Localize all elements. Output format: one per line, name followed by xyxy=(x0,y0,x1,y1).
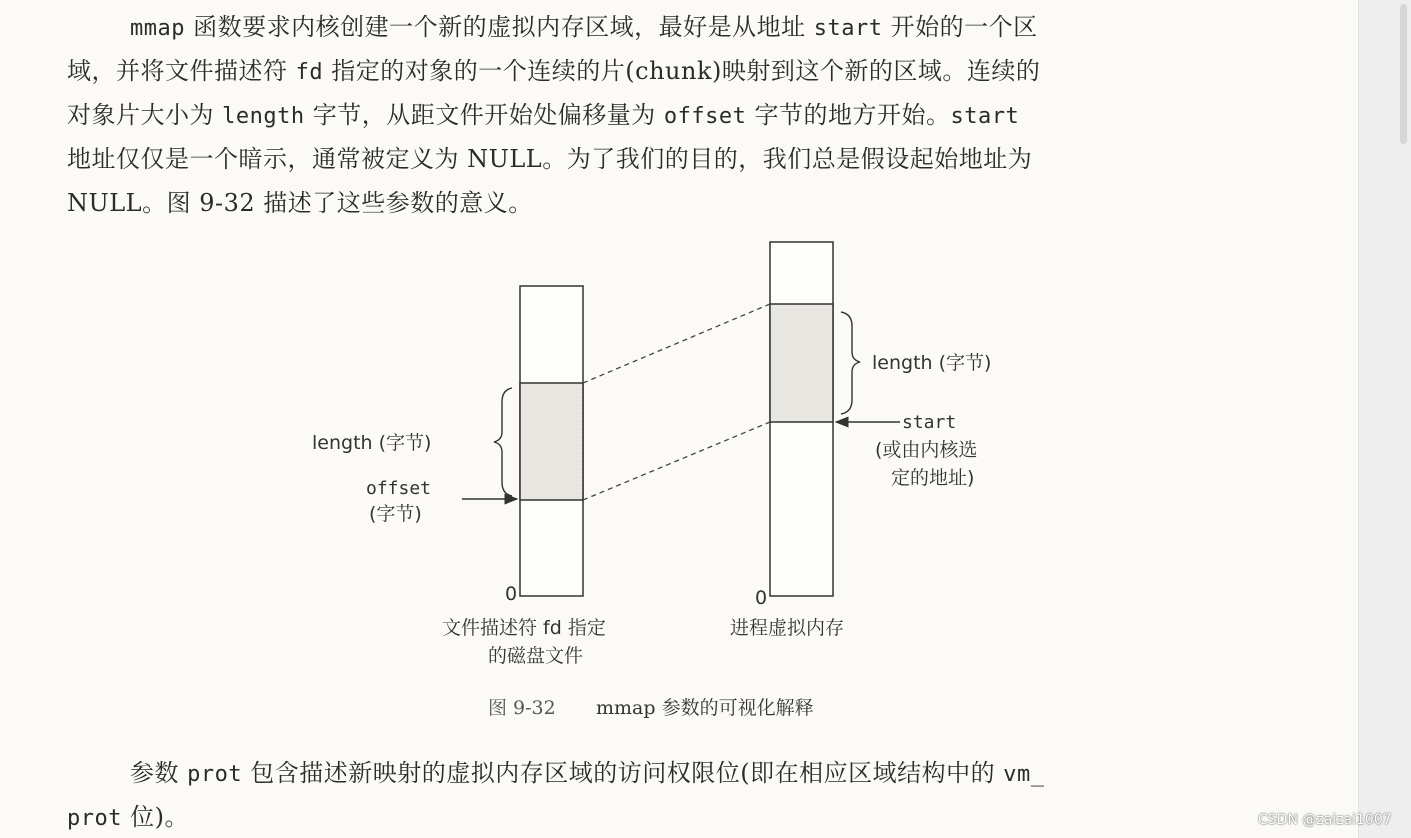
paragraph-2-line-1 xyxy=(130,758,1045,790)
text-run: 参数 xyxy=(130,759,188,787)
right-length-brace xyxy=(841,312,860,414)
scrollbar-thumb[interactable] xyxy=(1400,4,1407,144)
text-run: 地址仅仅是一个暗示，通常被定义为 NULL。为了我们的目的，我们总是假设起始地址为 xyxy=(67,145,1033,173)
text-run: 对象片大小为 xyxy=(67,101,223,129)
virtual-memory-column xyxy=(770,242,833,596)
text-run: 字节的地方开始。 xyxy=(746,101,951,129)
text-run: 字节，从距文件开始处偏移量为 xyxy=(304,101,664,129)
text-run: 开始的一个区 xyxy=(882,13,1038,41)
start-note-1: (或由内核选 xyxy=(875,439,978,461)
mapping-line-bottom xyxy=(583,422,770,500)
disk-file-chunk xyxy=(520,383,583,500)
text-run: fd xyxy=(295,60,324,85)
text-run: prot xyxy=(187,762,243,787)
mapping-line-top xyxy=(583,304,770,383)
text-run: vm_ xyxy=(1003,762,1045,787)
text-run: prot xyxy=(67,806,122,831)
right-zero-label: 0 xyxy=(755,587,768,609)
text-run: start xyxy=(813,16,883,41)
right-column-caption: 进程虚拟内存 xyxy=(730,617,845,639)
text-run: 指定的对象的一个连续的片(chunk)映射到这个新的区域。连续的 xyxy=(323,57,1041,85)
offset-unit-label: (字节) xyxy=(369,503,422,525)
disk-file-column xyxy=(520,286,583,596)
text-run: 域，并将文件描述符 xyxy=(67,57,296,85)
text-run: NULL。图 9-32 描述了这些参数的意义。 xyxy=(67,189,533,217)
figure-caption: mmap 参数的可视化解释 xyxy=(596,697,814,719)
left-zero-label: 0 xyxy=(505,583,518,605)
left-column-caption-1: 文件描述符 fd 指定 xyxy=(442,617,606,639)
text-run: offset xyxy=(663,104,747,129)
text-run: mmap xyxy=(130,16,185,41)
text-run: 函数要求内核创建一个新的虚拟内存区域，最好是从地址 xyxy=(184,13,814,41)
paragraph-2-line-2 xyxy=(67,802,189,834)
figure-number: 图 9-32 xyxy=(488,697,556,719)
start-label: start xyxy=(902,412,957,433)
text-run: length xyxy=(222,104,305,129)
virtual-memory-region xyxy=(770,304,833,422)
offset-label: offset xyxy=(366,478,432,499)
left-column-caption-2: 的磁盘文件 xyxy=(488,645,584,667)
text-run: 位)。 xyxy=(121,803,189,831)
left-length-label: length (字节) xyxy=(312,432,432,454)
text-run: 包含描述新映射的虚拟内存区域的访问权限位(即在相应区域结构中的 xyxy=(242,759,1004,787)
left-length-brace xyxy=(494,388,512,496)
csdn-watermark: CSDN @zaizai1007 xyxy=(1258,812,1392,828)
text-run: start xyxy=(950,104,1020,129)
right-length-label: length (字节) xyxy=(872,352,992,374)
start-note-2: 定的地址) xyxy=(891,467,975,489)
